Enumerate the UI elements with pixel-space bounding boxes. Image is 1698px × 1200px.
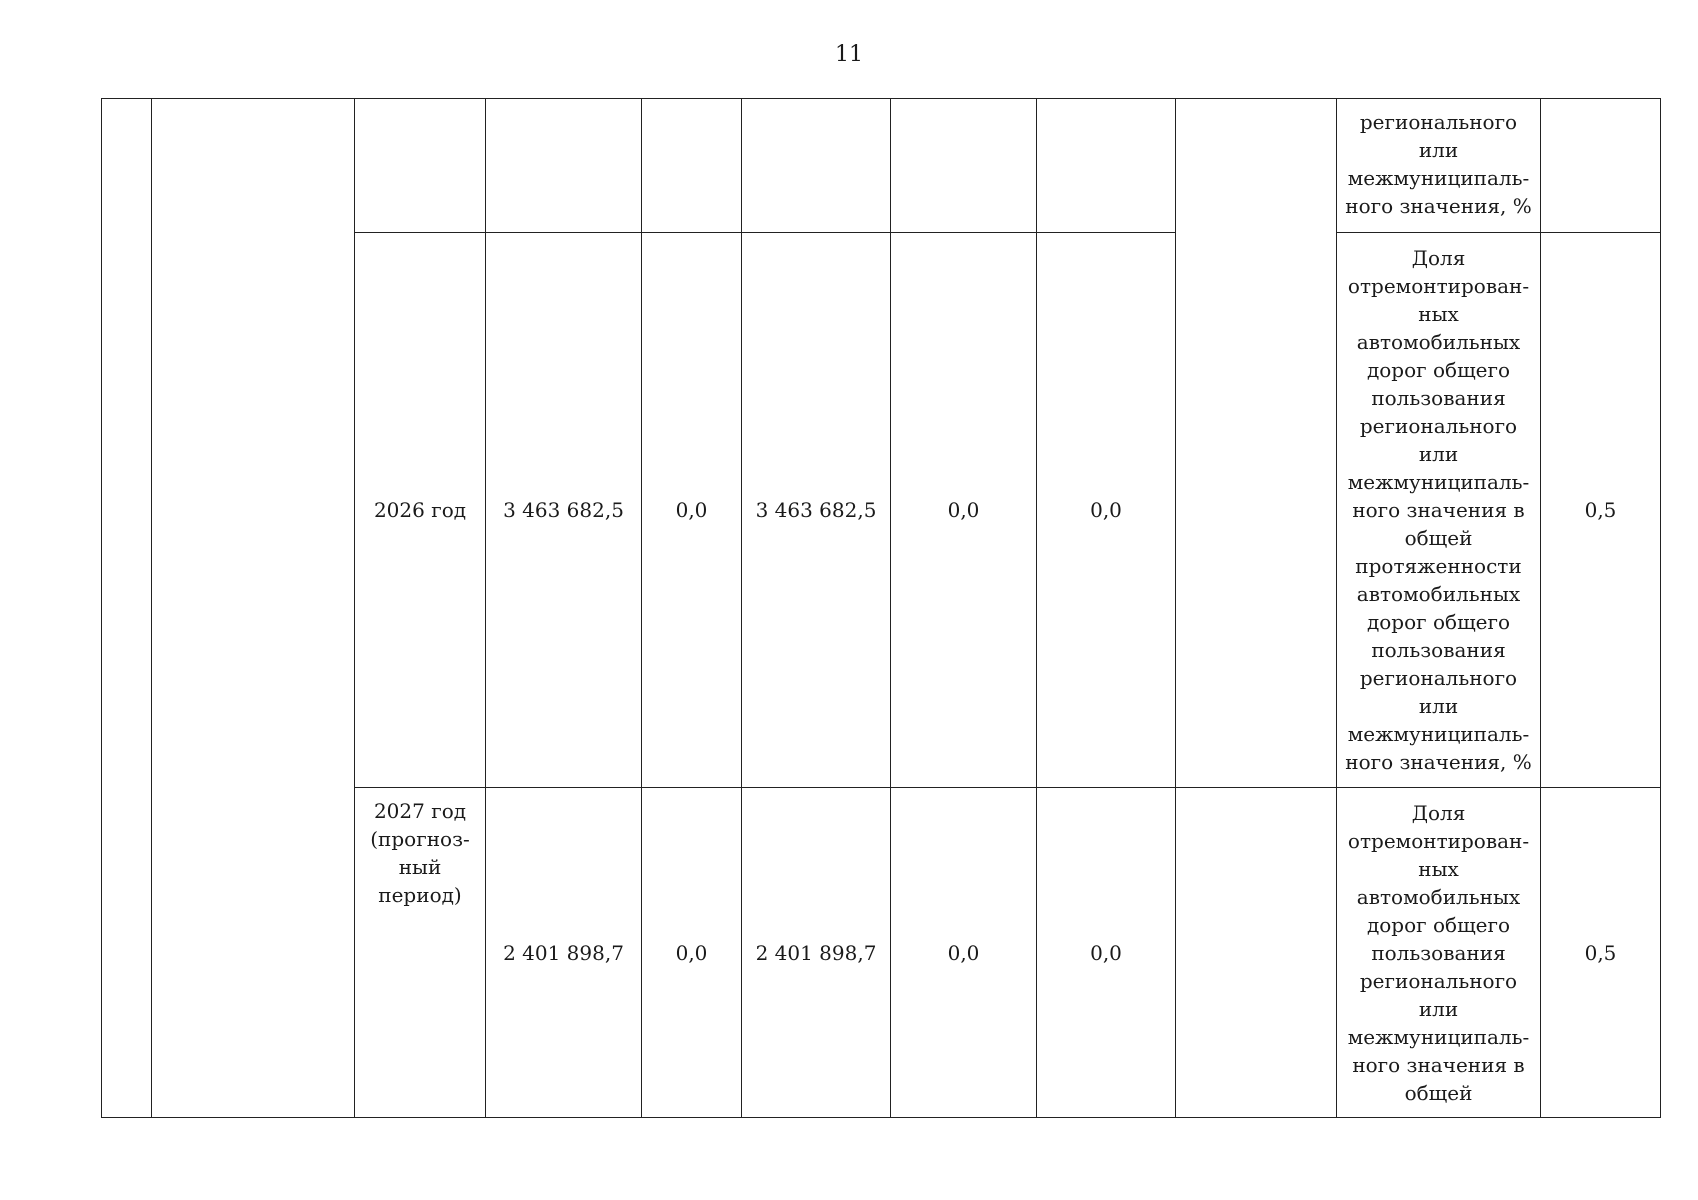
federal-budget-cell: 0,0 <box>642 788 742 1118</box>
indicator-line: общей <box>1404 1080 1473 1105</box>
indicator-line: или <box>1418 996 1459 1021</box>
indicator-line: отремонтирован- <box>1347 274 1530 298</box>
indicator-line: или <box>1418 138 1459 162</box>
indicator-line: межмуниципаль- <box>1347 166 1530 190</box>
target-value-cell <box>1541 99 1661 233</box>
other-sources-cell: 0,0 <box>1037 233 1176 788</box>
target-value-cell: 0,5 <box>1541 233 1661 788</box>
indicator-line: дорог общего <box>1366 912 1511 937</box>
indicator-line: отремонтирован- <box>1347 828 1530 853</box>
indicator-line: ного значения, % <box>1345 750 1532 774</box>
row-number-cell <box>102 99 152 1118</box>
local-budget-cell: 0,0 <box>891 788 1037 1118</box>
federal-budget-cell <box>642 99 742 233</box>
year-cell <box>355 788 486 1118</box>
indicator-line: или <box>1418 694 1459 718</box>
year-line: (прогноз- <box>370 827 470 851</box>
indicator-line: автомобильных <box>1356 884 1521 909</box>
year-line: период) <box>378 883 462 907</box>
indicator-cell <box>1337 788 1541 1118</box>
indicator-line: ных <box>1418 856 1459 881</box>
regional-budget-cell: 2 401 898,7 <box>742 788 891 1118</box>
indicator-cell <box>1337 233 1541 788</box>
indicator-line: межмуниципаль- <box>1347 722 1530 746</box>
indicator-line: ного значения в <box>1352 1052 1525 1077</box>
indicator-line: или <box>1418 442 1459 466</box>
indicator-line: общей <box>1404 526 1473 550</box>
other-sources-cell <box>1037 99 1176 233</box>
indicator-line: автомобильных <box>1356 330 1521 354</box>
total-amount-cell: 2 401 898,7 <box>486 788 642 1118</box>
indicator-line: ных <box>1418 302 1459 326</box>
indicator-line: регионального <box>1359 414 1518 438</box>
indicator-line: пользования <box>1371 386 1506 410</box>
indicator-line: регионального <box>1359 666 1518 690</box>
target-value-cell: 0,5 <box>1541 788 1661 1118</box>
executor-cell <box>1176 99 1337 788</box>
event-name-cell <box>152 99 355 1118</box>
indicator-line: Доля <box>1411 800 1466 825</box>
indicator-line: дорог общего <box>1366 610 1511 634</box>
executor-cell <box>1176 788 1337 1118</box>
indicator-line: межмуниципаль- <box>1347 1024 1530 1049</box>
local-budget-cell <box>891 99 1037 233</box>
year-line: ный <box>398 855 442 879</box>
indicator-line: регионального <box>1359 968 1518 993</box>
year-line: 2027 год <box>373 799 467 823</box>
indicator-line: ного значения, % <box>1345 194 1532 218</box>
indicator-line: ного значения в <box>1352 498 1525 522</box>
table-row <box>102 99 1661 233</box>
local-budget-cell: 0,0 <box>891 233 1037 788</box>
federal-budget-cell: 0,0 <box>642 233 742 788</box>
indicator-line: регионального <box>1359 110 1518 134</box>
indicator-line: пользования <box>1371 638 1506 662</box>
year-cell: 2026 год <box>355 233 486 788</box>
total-amount-cell <box>486 99 642 233</box>
indicator-line: Доля <box>1411 246 1466 270</box>
indicator-line: дорог общего <box>1366 358 1511 382</box>
other-sources-cell: 0,0 <box>1037 788 1176 1118</box>
indicator-cell <box>1337 99 1541 233</box>
indicator-line: пользования <box>1371 940 1506 965</box>
indicator-line: автомобильных <box>1356 582 1521 606</box>
regional-budget-cell <box>742 99 891 233</box>
indicator-line: протяженности <box>1355 554 1522 578</box>
total-amount-cell: 3 463 682,5 <box>486 233 642 788</box>
program-table <box>101 98 1661 1118</box>
indicator-line: межмуниципаль- <box>1347 470 1530 494</box>
regional-budget-cell: 3 463 682,5 <box>742 233 891 788</box>
year-cell <box>355 99 486 233</box>
page-number: 11 <box>835 42 863 67</box>
